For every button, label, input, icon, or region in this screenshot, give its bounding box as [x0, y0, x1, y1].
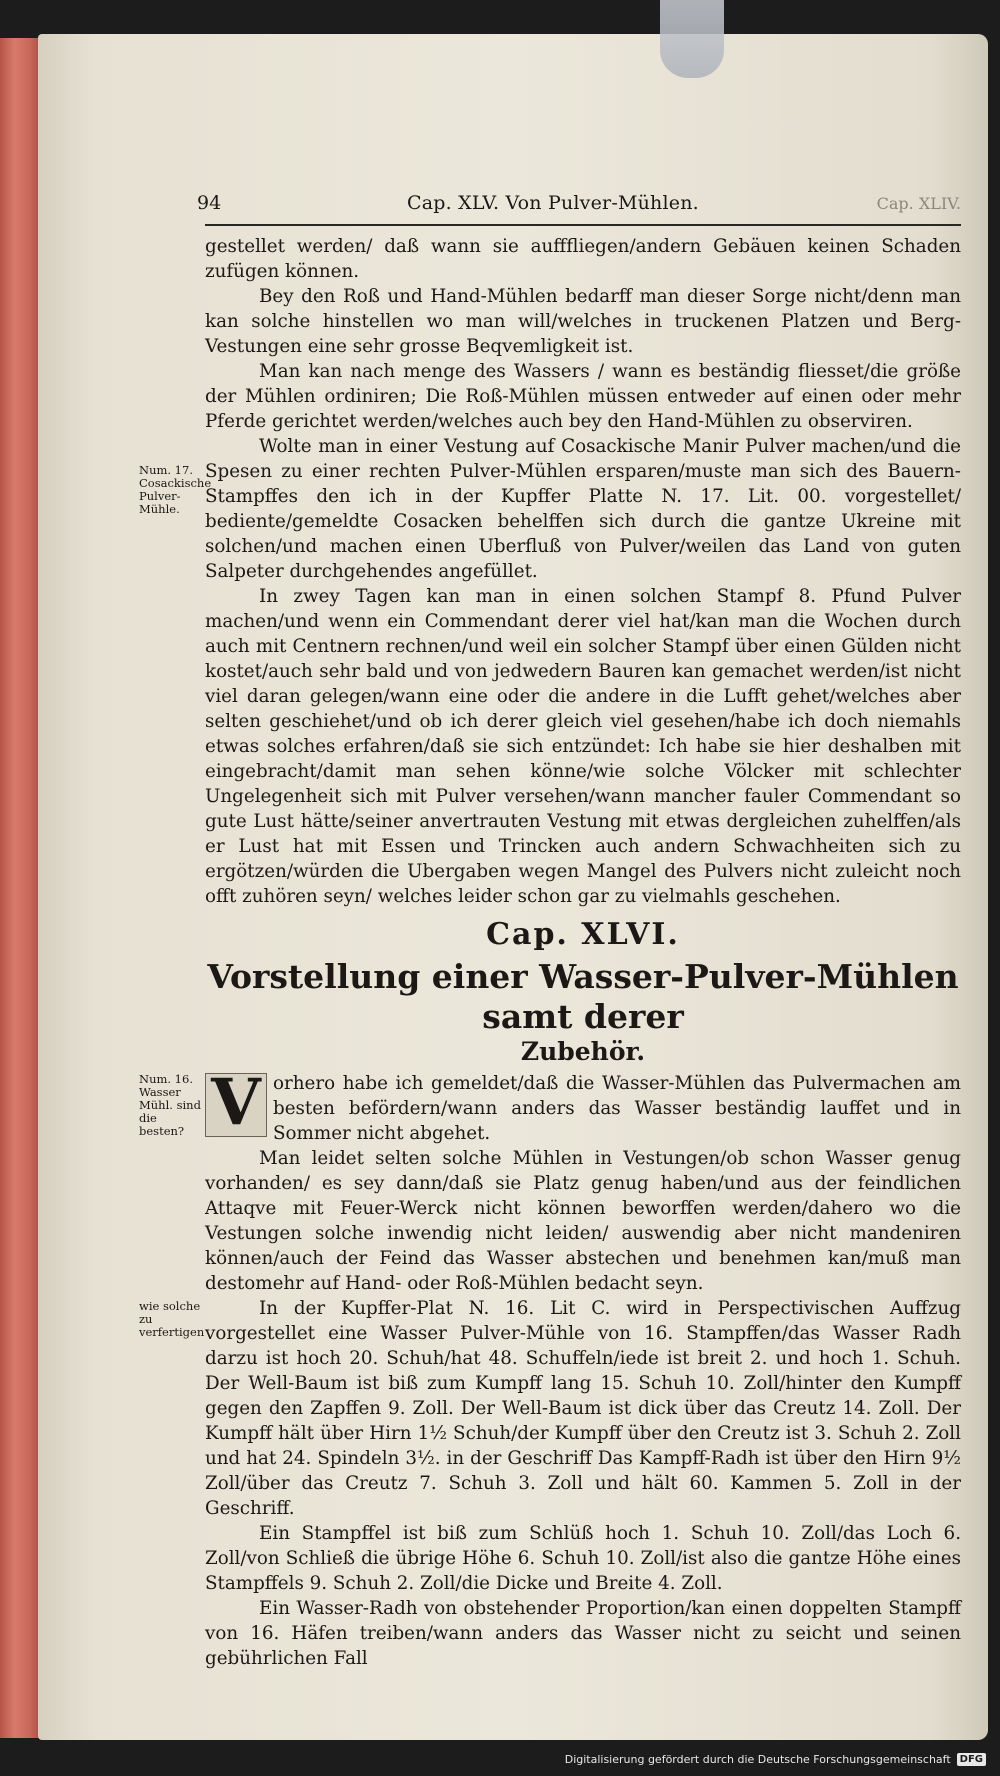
paragraph: gestellet werden/ daß wann sie aufffliegen/andern Gebäuen keinen Schaden zufügen können.	[205, 236, 961, 282]
paragraph: Ein Wasser-Radh von obstehender Proportion/kan einen doppelten Stampff von 16. Häfen treiben/wann anders das Wasser nicht zu seicht und seinen gebührlichen Fall	[205, 1598, 961, 1669]
bleed-through-text: Cap. XLIV.	[876, 194, 961, 213]
page-content	[139, 192, 961, 1671]
chapter-subtitle: Zubehör.	[520, 1037, 646, 1066]
margin-note: Num. 17. Cosackische Pulver-Mühle.	[139, 463, 212, 516]
chapter-title: Vorstellung einer Wasser-Pulver-Mühlen samt derer	[207, 957, 959, 1036]
margin-note: wie solche zu verfertigen	[139, 1299, 205, 1339]
page-number: 94	[197, 192, 222, 214]
paragraph: Bey den Roß und Hand-Mühlen bedarff man dieser Sorge nicht/denn man kan solche hinstellen wo man will/welches in truckenen Platzen und Berg-Vestungen eine sehr grosse Beqvemligkeit ist.	[205, 286, 961, 357]
dfg-logo: DFG	[957, 1753, 986, 1766]
drop-capital: V	[205, 1073, 267, 1137]
running-title: Cap. XLV. Von Pulver-Mühlen.	[407, 192, 699, 214]
footer-credit: Digitalisierung gefördert durch die Deutsche Forschungsgemeinschaft	[564, 1753, 951, 1766]
paragraph: Ein Stampffel ist biß zum Schlüß hoch 1. Schuh 10. Zoll/das Loch 6. Zoll/von Schließ die übrige Höhe 6. Schuh 10. Zoll/ist also die gantze Höhe eines Stampffels 9. Schuh 2. Zoll/die Dicke und Breite 4. Zoll.	[205, 1523, 961, 1594]
margin-note: Num. 16. Wasser Mühl. sind die besten?	[139, 1072, 201, 1138]
book-edge	[0, 38, 42, 1738]
digitization-footer	[565, 1753, 986, 1766]
paragraph: In zwey Tagen kan man in einen solchen Stampf 8. Pfund Pulver machen/und wenn ein Commendant derer viel hat/kan man die Wochen durch auch mit Centnern rechnen/und weil ein solcher Stampf über einen Gülden nicht kostet/auch sehr bald und von jedwedern Bauren kan gemachet werden/ist nicht viel daran gelegen/wann eine oder die andere in die Lufft gehet/welches aber selten geschiehet/und ob ich derer gleich viel gesehen/habe ich doch niemahls etwas solches erfahren/daß sie sich entzündet: Ich habe sie hier deshalben mit eingebracht/damit man sehen könne/wie solche Völcker mit schlechter Ungelegenheit sich mit Pulver versehen/wann mancher fauler Commendant so gute Lust hätte/seiner anvertrauten Vestung mit etwas dergleichen zuhelffen/als er Lust hat mit Essen und Trincken auch andern Schwachheiten sich zu ergötzen/würden die Ubergaben wegen Mangel des Pulvers nicht zuleicht noch offt zuhören seyn/ welches leider schon gar zu vielmahls geschehen.	[205, 586, 961, 907]
paragraph: Wolte man in einer Vestung auf Cosackische Manir Pulver machen/und die Spesen zu einer rechten Pulver-Mühlen ersparen/muste man sich des Bauern-Stampffes den ich in der Kupffer Platte N. 17. Lit. 00. vorgestellet/ bediente/gemeldte Cosacken behelffen sich durch die gantze Ukreine mit solchen/und machen einen Uberfluß von Pulver/weilen das Land von guten Salpeter durchgehendes angefüllet.	[205, 436, 961, 582]
bookmark-ribbon	[660, 0, 724, 78]
chapter-number: Cap. XLVI.	[486, 917, 680, 952]
running-header	[197, 192, 961, 220]
paragraph: In der Kupffer-Plat N. 16. Lit C. wird in Perspectivischen Auffzug vorgestellet eine Wasser Pulver-Mühle von 16. Stampffen/das Wasser Radh darzu ist hoch 20. Schuh/hat 48. Schuffeln/iede ist breit 2. und hoch 1. Schuh. Der Well-Baum ist biß zum Kumpff lang 15. Schuh 10. Zoll/hinter den Kumpff gegen den Zapffen 9. Zoll. Der Well-Baum ist dick über das Creutz 14. Zoll. Der Kumpff hält über Hirn 1½ Schuh/der Kumpff über den Creutz ist 3. Schuh 2. Zoll und hat 24. Spindeln 3½. in der Geschriff Das Kampff-Radh ist über den Hirn 9½ Zoll/über das Creutz 7. Schuh 3. Zoll und hält 60. Kammen 5. Zoll in der Geschriff.	[205, 1298, 961, 1519]
header-rule	[205, 224, 961, 226]
paragraph: Man kan nach menge des Wassers / wann es beständig fliesset/die größe der Mühlen ordiniren; Die Roß-Mühlen müssen entweder auf einen oder mehr Pferde gerichtet werden/welches auch bey den Hand-Mühlen zu observiren.	[205, 361, 961, 432]
paragraph: orhero habe ich gemeldet/daß die Wasser-Mühlen das Pulvermachen am besten befördern/wann anders das Wasser beständig lauffet und in Sommer nicht abgehet.	[273, 1073, 961, 1144]
paragraph: Man leidet selten solche Mühlen in Vestungen/ob schon Wasser genug vorhanden/ es sey dann/daß sie Platz genug haben/und aus der feindlichen Attaqve mit Feuer-Werck nicht können beworffen werden/dahero wo die Vestungen solche inwendig nicht leiden/ auswendig aber nicht mandeniren können/auch der Feind das Wasser abstechen und benehmen kan/muß man destomehr auf Hand- oder Roß-Mühlen bedacht seyn.	[205, 1148, 961, 1294]
